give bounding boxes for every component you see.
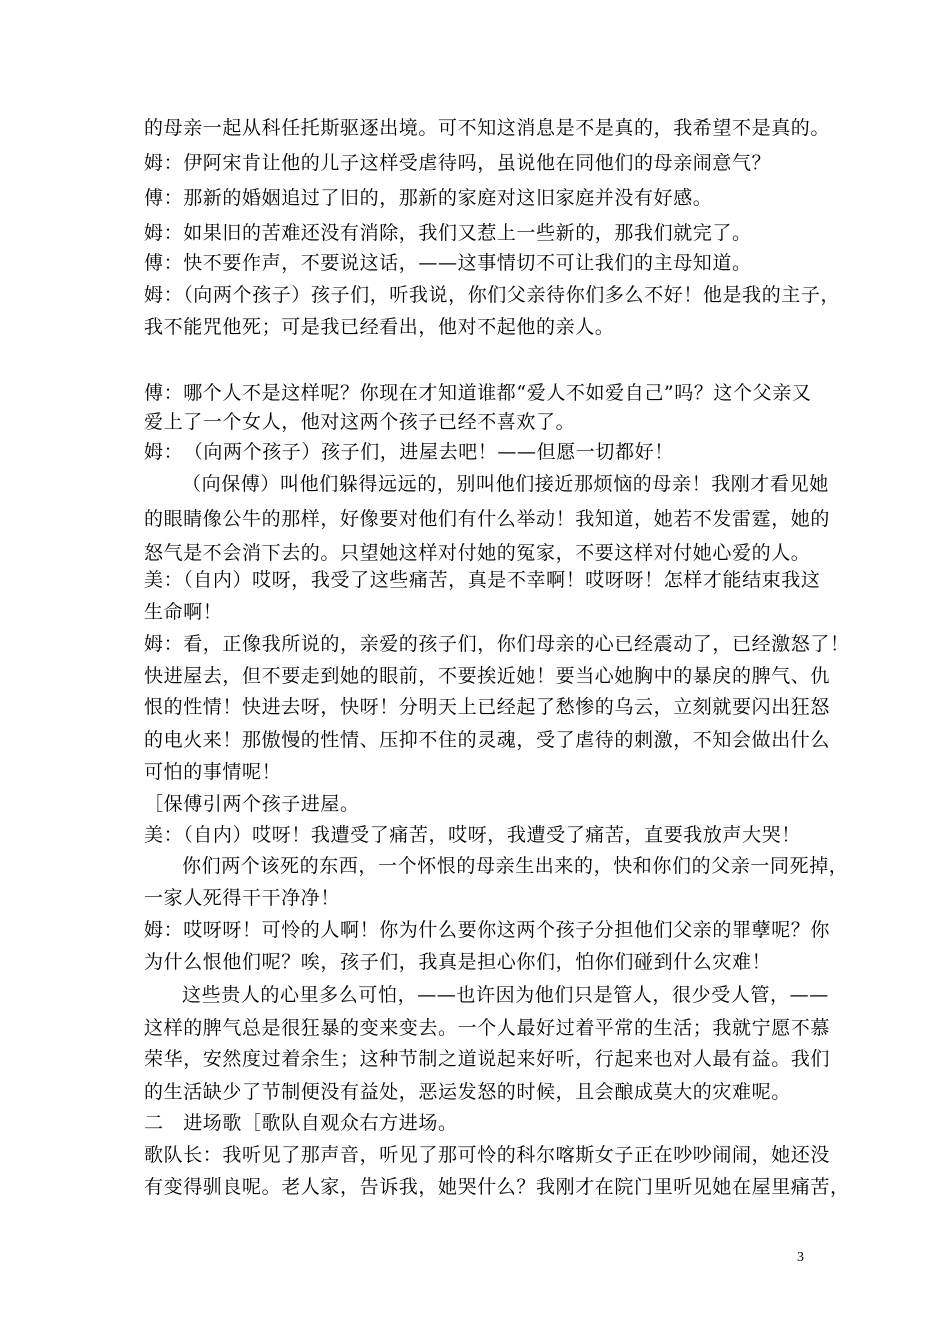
text-line: 美：（自内）哎呀！我遭受了痛苦，哎呀，我遭受了痛苦，直要我放声大哭！	[144, 824, 801, 846]
text-line: 一家人死得干干净净！	[144, 887, 341, 909]
text-line: 你们两个该死的东西，一个怀恨的母亲生出来的，快和你们的父亲一同死掉，	[182, 855, 849, 877]
text-line: 的母亲一起从科任托斯驱逐出境。可不知这消息是不是真的，我希望不是真的。	[144, 117, 831, 139]
text-line: 生命啊！	[144, 601, 223, 623]
text-line: 姆： （向两个孩子）孩子们，进屋去吧！——但愿一切都好！	[144, 441, 674, 463]
text-line: 姆：（向两个孩子）孩子们，听我说，你们父亲待你们多么不好！他是我的主子，	[144, 284, 841, 306]
text-line: 姆：看，正像我所说的，亲爱的孩子们，你们母亲的心已经震动了，已经激怒了！	[144, 633, 850, 655]
text-line: 这样的脾气总是很狂暴的变来变去。一个人最好过着平常的生活；我就宁愿不慕	[144, 1017, 831, 1039]
text-line: 姆：哎呀呀！可怜的人啊！你为什么要你这两个孩子分担他们父亲的罪孽呢？你	[144, 919, 831, 941]
section-heading: 二 进场歌［歌队自观众右方进场。	[144, 1112, 458, 1134]
text-line: 可怕的事情呢！	[144, 761, 282, 783]
text-line: 爱上了一个女人，他对这两个孩子已经不喜欢了。	[144, 411, 576, 433]
text-line: 傅：那新的婚姻追过了旧的，那新的家庭对这旧家庭并没有好感。	[144, 187, 713, 209]
text-line: （向保傅）叫他们躲得远远的，别叫他们接近那烦恼的母亲！我刚才看见她	[182, 473, 829, 495]
text-line: 的眼睛像公牛的那样，好像要对他们有什么举动！我知道，她若不发雷霆，她的	[144, 508, 831, 530]
text-line: 美：（自内）哎呀，我受了这些痛苦，真是不幸啊！哎呀呀！怎样才能结束我这	[144, 569, 821, 591]
text-line: 的电火来！那傲慢的性情、压抑不住的灵魂，受了虐待的刺激，不知会做出什么	[144, 729, 831, 751]
text-line: 怒气是不会消下去的。只望她这样对付她的冤家，不要这样对付她心爱的人。	[144, 542, 811, 564]
text-line: 为什么恨他们呢？唉，孩子们，我真是担心你们，怕你们碰到什么灾难！	[144, 951, 772, 973]
text-line: 这些贵人的心里多么可怕，——也许因为他们只是管人，很少受人管，——	[182, 984, 829, 1006]
text-line: 姆：伊阿宋肯让他的儿子这样受虐待吗，虽说他在同他们的母亲闹意气？	[144, 152, 772, 174]
text-line: 的生活缺少了节制便没有益处，恶运发怒的时候，且会酿成莫大的灾难呢。	[144, 1081, 791, 1103]
text-line: 姆：如果旧的苦难还没有消除，我们又惹上一些新的，那我们就完了。	[144, 222, 752, 244]
text-line: 有变得驯良呢。老人家，告诉我，她哭什么？我刚才在院门里听见她在屋里痛苦，	[144, 1176, 850, 1198]
page-number: 3	[797, 1250, 804, 1265]
text-line: 荣华，安然度过着余生；这种节制之道说起来好听，行起来也对人最有益。我们	[144, 1048, 831, 1070]
text-line: 歌队长：我听见了那声音，听见了那可怜的科尔喀斯女子正在吵吵闹闹，她还没	[144, 1144, 831, 1166]
text-line: 快进屋去，但不要走到她的眼前，不要挨近她！要当心她胸中的暴戾的脾气、仇	[144, 665, 831, 687]
text-line: 我不能咒他死；可是我已经看出，他对不起他的亲人。	[144, 316, 615, 338]
text-line: 恨的性情！快进去呀，快呀！分明天上已经起了愁惨的乌云，立刻就要闪出狂怒	[144, 696, 831, 718]
text-line: 傅：快不要作声，不要说这话，——这事情切不可让我们的主母知道。	[144, 252, 752, 274]
stage-direction: ［保傅引两个孩子进屋。	[144, 793, 360, 815]
text-line: 傅：哪个人不是这样呢？你现在才知道谁都“爱人不如爱自己”吗？这个父亲又	[144, 382, 812, 404]
